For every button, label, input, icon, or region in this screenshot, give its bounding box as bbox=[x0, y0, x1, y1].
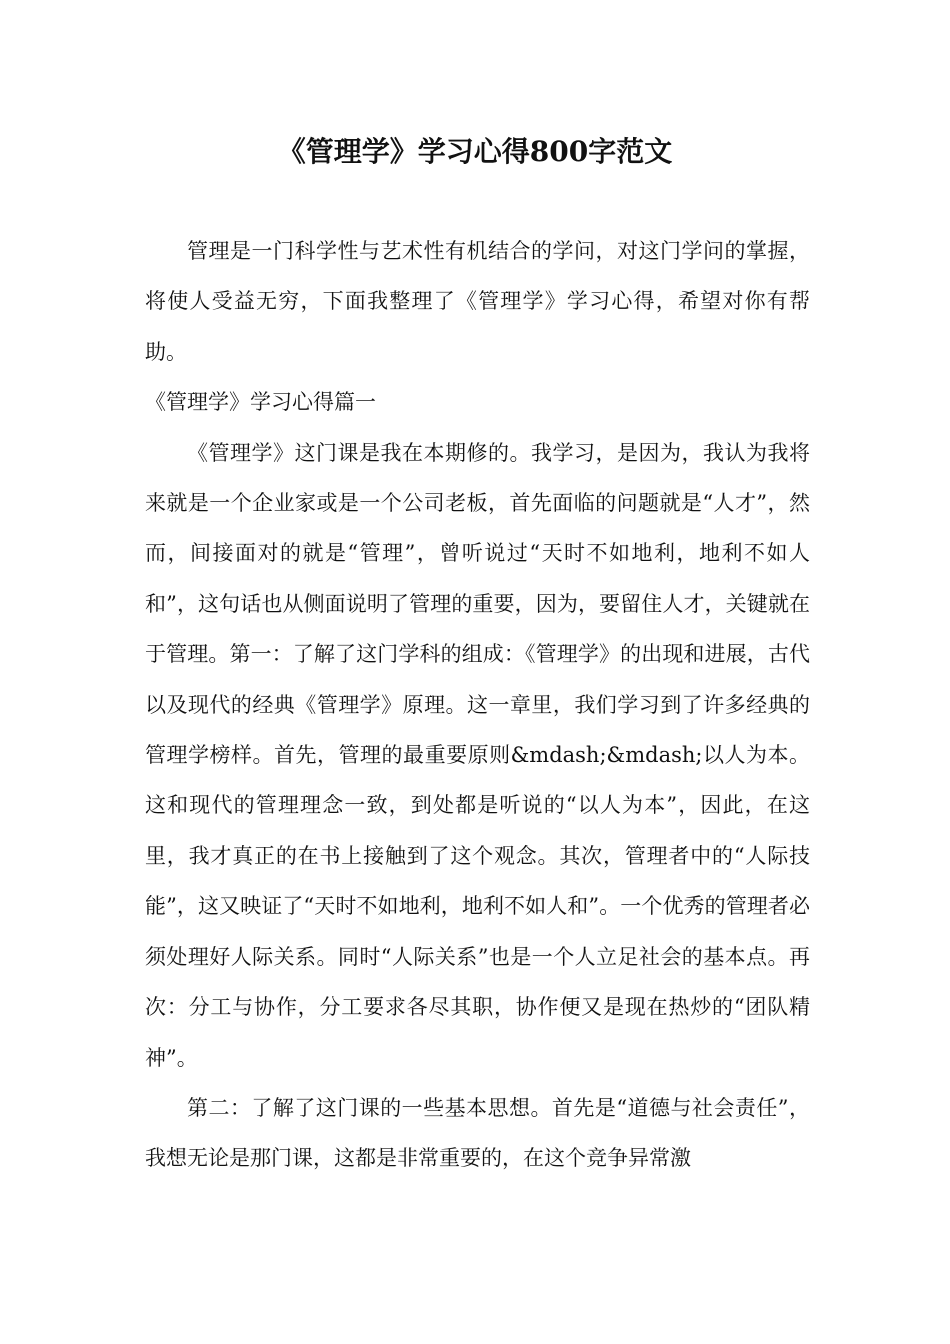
body-paragraph-2: 第二：了解了这门课的一些基本思想。首先是“道德与社会责任”，我想无论是那门课，这都是非常重要的，在这个竞争异常激 bbox=[145, 1095, 810, 1171]
section-heading: 《管理学》学习心得篇一 bbox=[145, 390, 376, 415]
document-title: 《管理学》学习心得800字范文 bbox=[277, 135, 673, 168]
body-paragraph-1: 《管理学》这门课是我在本期修的。我学习，是因为，我认为我将来就是一个企业家或是一个公司老板，首先面临的问题就是“人才”，然而，间接面对的就是“管理”，曾听说过“天时不如地利，地利不如人和”，这句话也从侧面说明了管理的重要，因为，要留住人才，关键就在于管理。第一：了解了这门学科的组成：《管理学》的出现和进展，古代以及现代的经典《管理学》原理。这一章里，我们学习到了许多经典的管理学榜样。首先，管理的最重要原则&mdash;&mdash;以人为本。这和现代的管理理念一致，到处都是听说的“以人为本”，因此，在这里，我才真正的在书上接触到了这个观念。其次，管理者中的“人际技能”，这又映证了“天时不如地利，地利不如人和”。一个优秀的管理者必须处理好人际关系。同时“人际关系”也是一个人立足社会的基本点。再次：分工与协作，分工要求各尽其职，协作便又是现在热炒的“团队精神”。 bbox=[145, 440, 810, 1070]
document-body bbox=[145, 226, 810, 1184]
intro-paragraph: 管理是一门科学性与艺术性有机结合的学问，对这门学问的掌握，将使人受益无穷，下面我整理了《管理学》学习心得，希望对你有帮助。 bbox=[145, 239, 810, 364]
